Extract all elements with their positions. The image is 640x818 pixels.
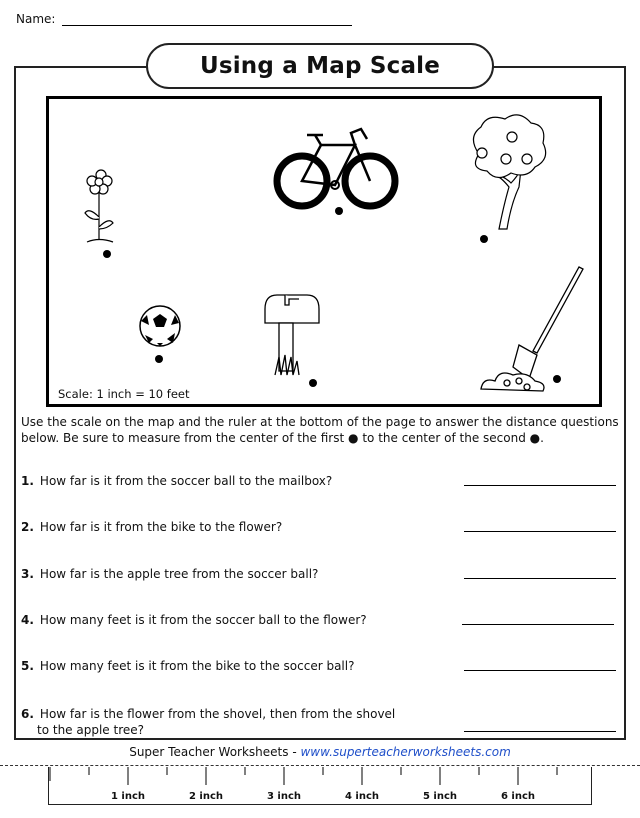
bicycle-icon <box>277 129 395 206</box>
answer-line-2[interactable] <box>464 531 616 532</box>
instructions-part2: to the center of the second <box>362 431 526 445</box>
ruler-label-5: 5 inch <box>422 791 458 802</box>
question-3: 3. How far is the apple tree from the soccer ball? <box>21 567 319 581</box>
mailbox-icon <box>265 295 319 375</box>
name-label: Name: <box>16 12 56 26</box>
answer-line-5[interactable] <box>464 670 616 671</box>
instructions <box>21 414 621 446</box>
question-5: 5. How many feet is it from the bike to the soccer ball? <box>21 659 355 673</box>
bike-dot <box>335 207 343 215</box>
dot-icon: ● <box>348 431 359 445</box>
page-title: Using a Map Scale <box>199 53 441 79</box>
ruler-label-4: 4 inch <box>344 791 380 802</box>
answer-line-3[interactable] <box>464 578 616 579</box>
ruler-label-1: 1 inch <box>110 791 146 802</box>
ruler-label-2: 2 inch <box>188 791 224 802</box>
title-banner <box>146 43 494 89</box>
question-2: 2. How far is it from the bike to the flower? <box>21 520 283 534</box>
map-scale-note: Scale: 1 inch = 10 feet <box>58 387 190 401</box>
shovel-icon <box>481 267 583 391</box>
apple-tree-icon <box>473 115 545 229</box>
shovel-dot <box>553 375 561 383</box>
ruler <box>48 767 592 805</box>
footer-text: Super Teacher Worksheets - <box>129 745 301 759</box>
name-line[interactable] <box>62 25 352 26</box>
answer-line-6[interactable] <box>464 731 616 732</box>
map-frame <box>46 96 602 407</box>
ruler-label-3: 3 inch <box>266 791 302 802</box>
footer-link[interactable]: www.superteacherworksheets.com <box>300 745 511 759</box>
soccer-ball-dot <box>155 355 163 363</box>
ruler-ticks <box>49 767 593 791</box>
answer-line-4[interactable] <box>462 624 614 625</box>
instructions-part1: Use the scale on the map and the ruler at the bottom of the page to answer the distance questions below. Be sure to measure from the center of the first <box>21 415 619 445</box>
instructions-end: . <box>540 431 544 445</box>
footer <box>0 745 640 759</box>
question-4: 4. How many feet is it from the soccer ball to the flower? <box>21 613 367 627</box>
question-6: 6. How far is the flower from the shovel, then from the shovel to the apple tree? <box>21 707 396 737</box>
apple-tree-dot <box>480 235 488 243</box>
map-illustration <box>49 99 599 404</box>
flower-icon <box>85 170 113 242</box>
mailbox-dot <box>309 379 317 387</box>
dot-icon: ● <box>529 431 541 445</box>
answer-line-1[interactable] <box>464 485 616 486</box>
cut-line <box>0 765 640 766</box>
flower-dot <box>103 250 111 258</box>
question-1: 1. How far is it from the soccer ball to the mailbox? <box>21 474 333 488</box>
ruler-label-6: 6 inch <box>500 791 536 802</box>
soccer-ball-icon <box>140 306 180 346</box>
